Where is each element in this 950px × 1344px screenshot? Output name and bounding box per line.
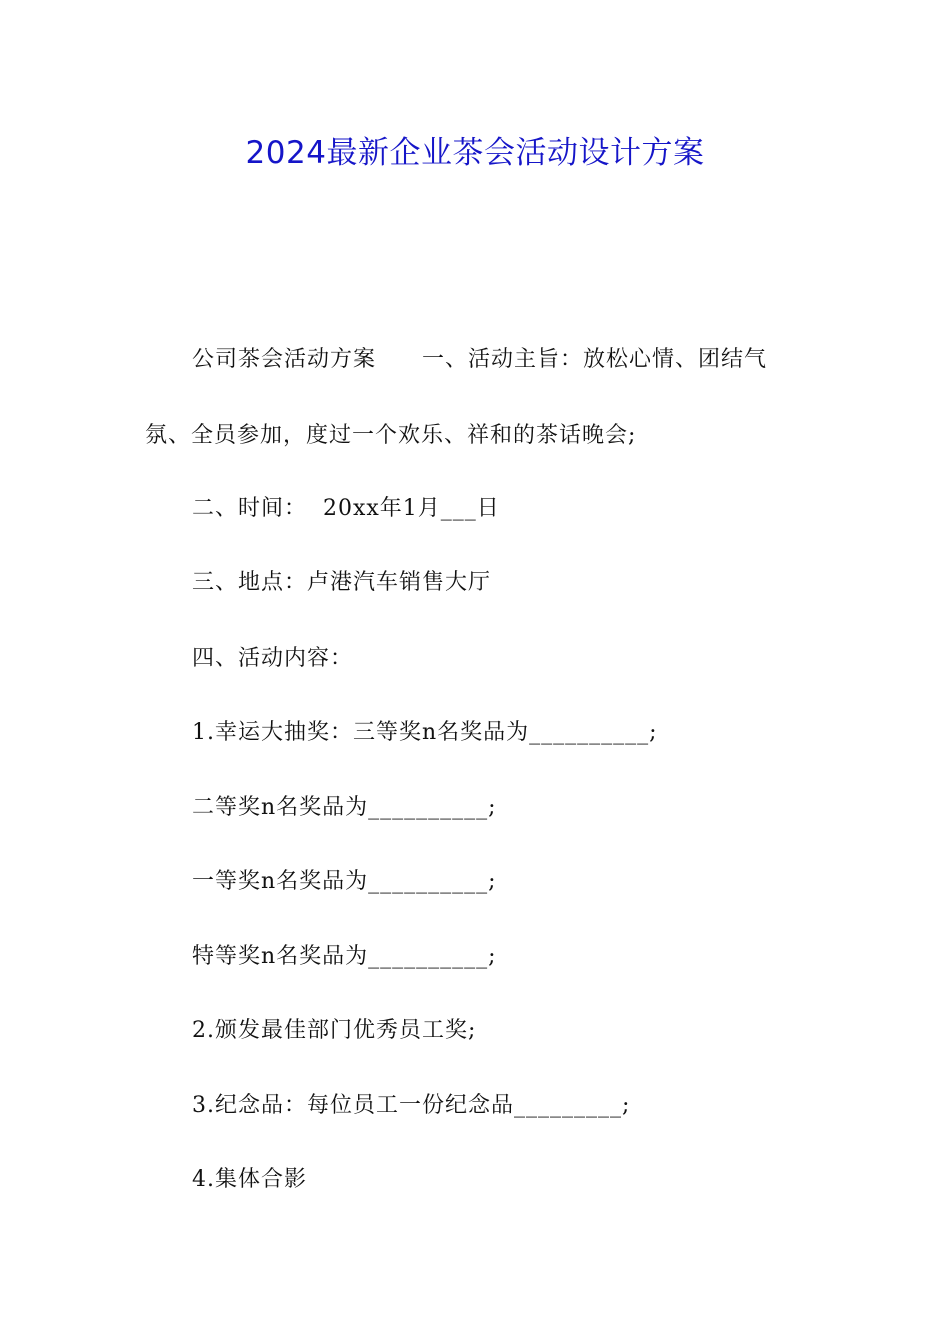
list-item-souvenir: 3.纪念品：每位员工一份纪念品_________; bbox=[192, 1093, 631, 1118]
list-item-group-photo: 4.集体合影 bbox=[192, 1167, 307, 1192]
list-item-award: 2.颁发最佳部门优秀员工奖; bbox=[192, 1018, 477, 1043]
paragraph-intro-continued: 氛、全员参加，度过一个欢乐、祥和的茶话晚会; bbox=[145, 423, 637, 448]
paragraph-content-heading: 四、活动内容： bbox=[192, 646, 354, 671]
list-item-special-prize: 特等奖n名奖品为__________; bbox=[192, 944, 497, 969]
paragraph-intro: 公司茶会活动方案 一、活动主旨：放松心情、团结气 bbox=[192, 347, 768, 372]
list-item-second-prize: 二等奖n名奖品为__________; bbox=[192, 795, 497, 820]
document-title: 2024最新企业茶会活动设计方案 bbox=[245, 135, 705, 171]
paragraph-time: 二、时间： 20xx年1月___日 bbox=[192, 496, 500, 521]
list-item-lucky-draw: 1.幸运大抽奖：三等奖n名奖品为__________; bbox=[192, 720, 658, 745]
list-item-first-prize: 一等奖n名奖品为__________; bbox=[192, 869, 497, 894]
paragraph-location: 三、地点：卢港汽车销售大厅 bbox=[192, 570, 492, 595]
